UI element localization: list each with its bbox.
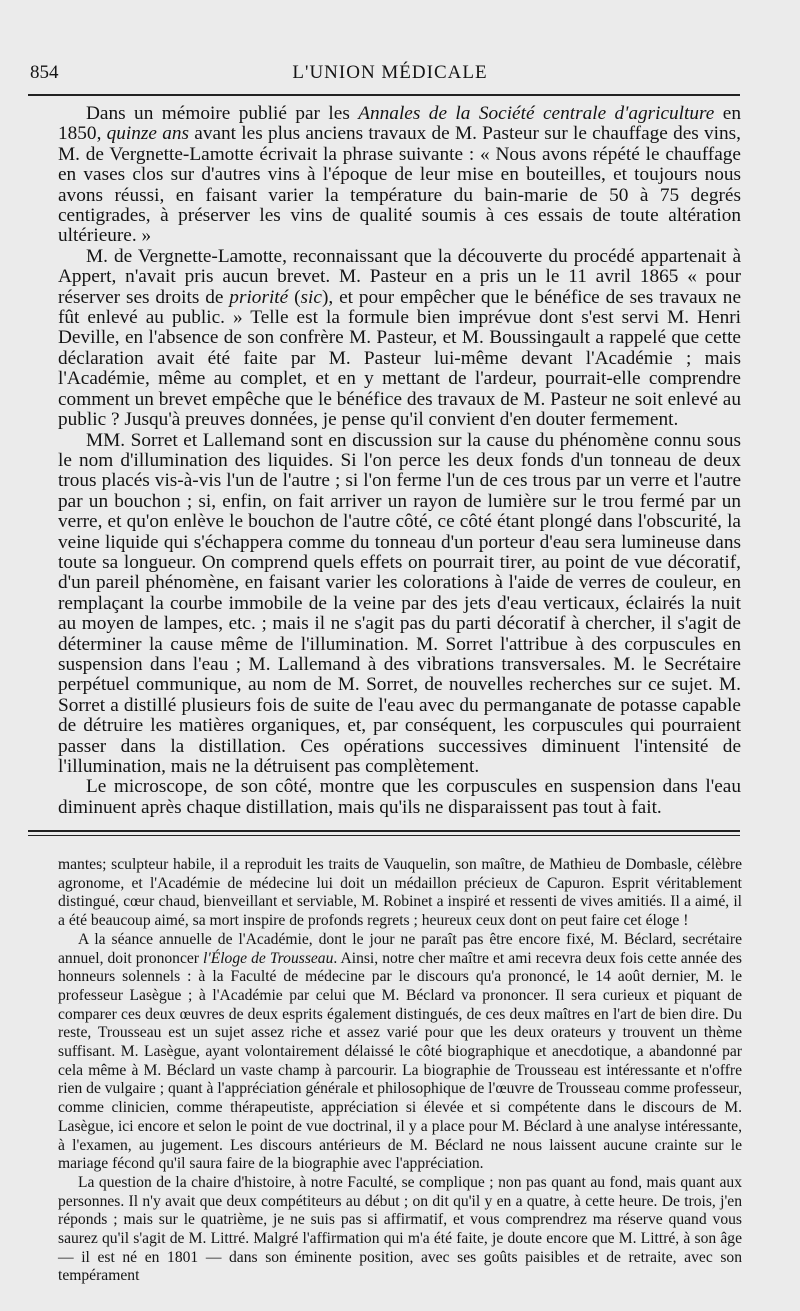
feuilleton-notes [58,856,742,1286]
paragraph-beclard-eloge [58,931,742,1174]
page-header [30,60,750,88]
italic-phrase: quinze ans [106,123,190,145]
text-run: . Ainsi, notre cher maître et ami recevra deux fois cette année des honneurs solennels : à la Faculté de médecine par le discours qu'a prononcé, le 14 août dernier, M. le professeur Lasègue ; à l'Académie par celui que M. Béclard va prononcer. Il sera curieux et piquant de comparer ces deux œuvres de deux esprits également distingués, de ces deux maîtres en l'art de bien dire. Du reste, Trousseau est un sujet assez riche et assez varié pour que les deux orateurs y trouvent un thème suffisant. M. Lasègue, ayant volontairement délaissé le côté biographique et anecdotique, a abandonné par cela même à M. Béclard un vaste champ à parcourir. La biographie de Trousseau est intéressante et n'offre rien de vulgaire ; quant à l'appréciation générale et philosophique de l'œuvre de Trousseau comme professeur, comme clinicien, comme thérapeutiste, appréciation si élevée et si compétente dans le discours de M. Lasègue, ici encore et selon le point de vue doctrinal, il y a place pour M. Béclard à une analyse intéressante, à l'examen, au jugement. Les discours antérieurs de M. Béclard ne nous laissent aucune crainte sur le mariage fécond qu'il saura faire de la biographie avec l'appréciation. [58,949,742,1173]
text-run: avant les plus anciens travaux de M. Pasteur sur le chauffage des vins, M. de Vergnette-Lamotte écrivait la phrase suivante : « Nous avons répété le chauffage en vases clos sur d'autres vins à l'époque de leur mise en bouteilles, et toujours nous avons réussi, en faisant varier la température du bain-marie de 50 à 75 degrés centigrades, à préserver les vins de qualité soumis à ces essais de toute altération ultérieure. » [58,123,742,247]
paragraph-vergnette-memoir [58,104,741,247]
paragraph-microscope: Le microscope, de son côté, montre que les corpuscules en suspension dans l'eau diminuent après chaque distillation, mais qu'ils ne disparaissent pas tout à fait. [58,776,741,818]
paragraph-illumination-liquids: MM. Sorret et Lallemand sont en discussion sur la cause du phénomène connu sous le nom d'illumination des liquides. Si l'on perce les deux fonds d'un tonneau de deux trous placés vis-à-vis l'un de l'autre ; si l'on ferme l'un de ces trous par un verre et l'autre par un bouchon ; si, enfin, on fait arriver un rayon de lumière sur le trou fermé par un verre, et qu'on enlève le bouchon de l'autre côté, ce côté étant plongé dans l'obscurité, la veine liquide qui s'échappera comme du tonneau d'un porteur d'eau sera lumineuse dans toute sa longueur. On comprend quels effets on pourrait tirer, au point de vue décoratif, d'un pareil phénomène, en faisant varier les colorations à l'aide de verres de couleur, en remplaçant la courbe immobile de la veine par des jets d'eau verticaux, éclairés la nuit au moyen de lampes, etc. ; mais il ne s'agit pas du parti décoratif à chercher, il s'agit de déterminer la cause même de l'illumination. M. Sorret l'attribue à des corpuscules en suspension dans l'eau ; M. Lallemand à des vibrations transversales. M. le Secrétaire perpétuel communique, au nom de M. Sorret, de nouvelles recherches sur ce sujet. M. Sorret a distillé plusieurs fois de suite de l'eau avec du permanganate de potasse capable de détruire les matières organiques, et, par conséquent, les corpuscules qui pourraient passer dans la distillation. Ces opérations successives diminuent l'intensité de l'illumination, mais ne la détruisent pas complètement. [58,429,741,777]
paragraph-pasteur-patent [58,247,741,431]
paragraph-robinet: mantes; sculpteur habile, il a reproduit les traits de Vauquelin, son maître, de Mathieu de Dombasle, célèbre agronome, et l'Académie de médecine lui doit un médaillon précieux de Capuron. Esprit véritablement distingué, cœur chaud, bienveillant et serviable, M. Robinet a inspiré et ressenti de vives amitiés. Il a aimé, il a été beaucoup aimé, sa mort inspire de profonds regrets ; heureux ceux dont on peut faire cet éloge ! [58,856,742,930]
section-separator-rule [28,830,740,836]
text-run: ( [288,286,301,308]
italic-word: sic [300,286,322,308]
text-run: M. de Vergnette-Lamotte, reconnaissant que la découverte du procédé appartenait à Appert, n'avait pris aucun brevet. M. Pasteur en a pris un le 11 avril 1865 « pour réserver ses droits de [58,245,741,308]
header-rule [28,94,740,96]
paragraph-chaire-histoire: La question de la chaire d'histoire, à notre Faculté, se complique ; non pas quant au fond, mais quant aux personnes. Il n'y avait que deux compétiteurs au début ; on dit qu'il y en a quatre, à cette heure. De trois, j'en réponds ; mais sur le quatrième, je ne suis pas si affirmatif, et vous comprendrez ma réserve quand vous saurez qu'il s'agit de M. Littré. Malgré l'affirmation qui m'a été faite, je doute encore que M. Littré, à son âge — il est né en 1801 — dans son éminente position, avec ses goûts paisibles et de retraite, avec son tempérament [58,1173,742,1285]
running-title: L'UNION MÉDICALE [292,62,488,83]
text-run: ), et pour empêcher que le bénéfice de ses travaux ne fût enlevé au public. » Telle est la formule bien imprévue dont s'est servi M. Henri Deville, en l'absence de son confrère M. Pasteur, et M. Boussingault a rappelé que cette déclaration avait été faite par M. Pasteur lui-même devant l'Académie ; mais l'Académie, même au complet, et en y mettant de l'ardeur, pourrait-elle comprendre comment un brevet empêche que le bénéfice des travaux de M. Pasteur ne soit enlevé au public ? Jusqu'à preuves données, je pense qu'il convient d'en douter fermement. [58,286,742,431]
page-number: 854 [30,62,59,83]
main-article [58,104,741,818]
text-run: A la séance annuelle de l'Académie, dont le jour ne paraît pas être encore fixé, M. Béclard, secrétaire annuel, doit prononcer [58,930,742,967]
text-run: en 1850, [58,103,741,145]
italic-word: priorité [229,286,289,308]
text-run: Dans un mémoire publié par les [86,103,359,124]
journal-title: Annales de la Société centrale d'agriculture [358,103,715,124]
italic-title: l'Éloge de Trousseau [203,949,334,967]
